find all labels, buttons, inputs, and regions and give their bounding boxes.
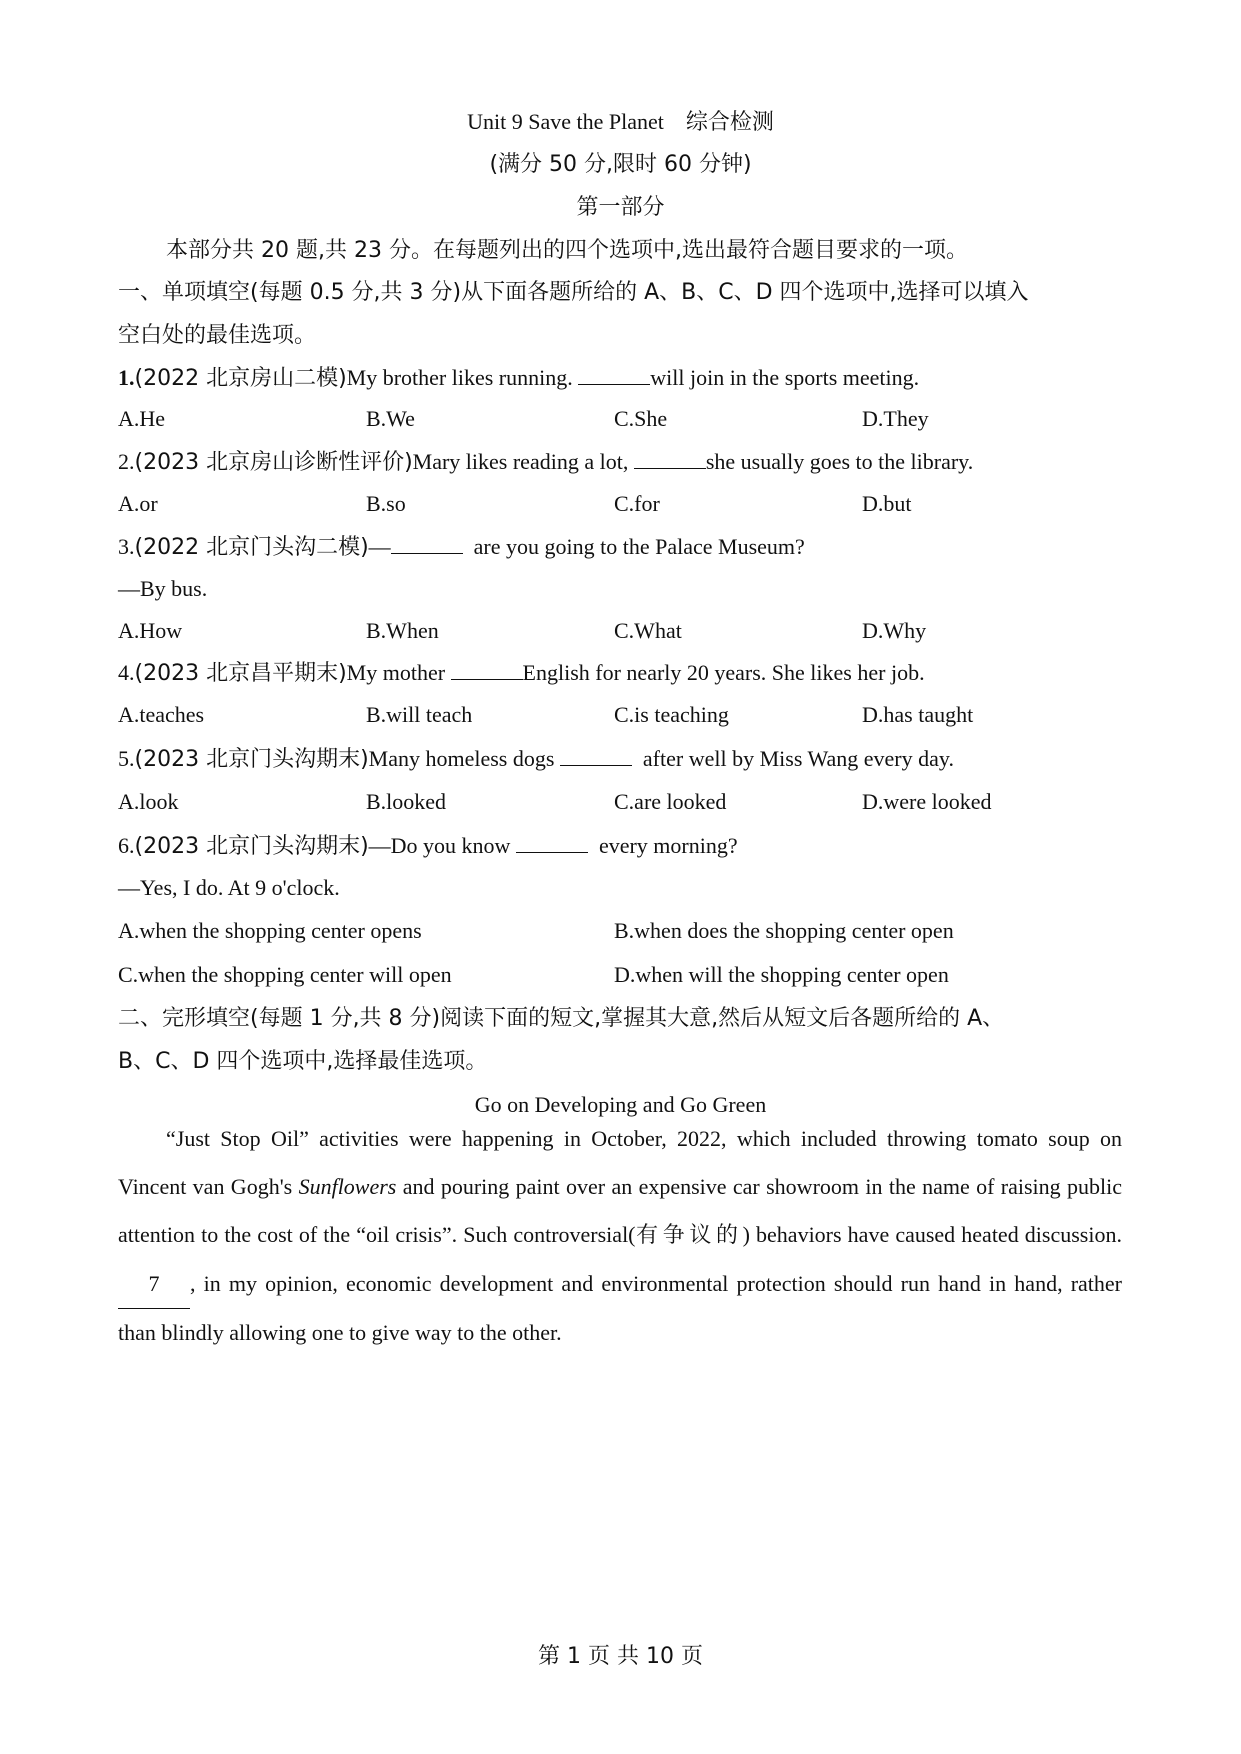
answer-blank[interactable] <box>516 832 588 853</box>
passage-paragraph <box>118 1115 1122 1357</box>
question-text-after: are you going to the Palace Museum? <box>462 534 805 559</box>
passage-text: , in my opinion, economic development and environmental protection should run hand in hand, rather than blindly allowing one to give way to the other. <box>118 1271 1122 1345</box>
option-d[interactable]: D.but <box>862 491 912 516</box>
option-a[interactable]: A.look <box>118 789 179 814</box>
answer-blank[interactable] <box>578 364 650 385</box>
section1-heading-line2: 空白处的最佳选项。 <box>118 323 317 348</box>
question-text-after: English for nearly 20 years. She likes her job. <box>522 660 925 685</box>
passage-italic-title: Sunflowers <box>298 1174 397 1199</box>
question-number: 1. <box>118 365 135 390</box>
question-2 <box>118 446 973 479</box>
question-reply: —Yes, I do. At 9 o'clock. <box>118 875 340 900</box>
passage-text: ) behaviors have caused heated discussion. <box>742 1222 1122 1247</box>
score-info: (满分 50 分,限时 60 分钟) <box>489 152 752 177</box>
option-b[interactable]: B.will teach <box>366 702 473 727</box>
question-source: (2023 北京房山诊断性评价) <box>134 450 413 475</box>
question-text-before: — <box>368 534 391 559</box>
option-c[interactable]: C.is teaching <box>614 702 729 727</box>
option-b[interactable]: B.when does the shopping center open <box>614 918 954 943</box>
question-1 <box>118 362 919 395</box>
question-text-before: Many homeless dogs <box>368 746 560 771</box>
option-c[interactable]: C.for <box>614 491 660 516</box>
question-number: 4. <box>118 660 135 685</box>
page-title <box>0 106 1241 139</box>
question-text-before: My brother likes running. <box>346 365 579 390</box>
question-source: (2022 北京门头沟二模) <box>134 535 369 560</box>
question-3 <box>118 531 805 564</box>
answer-blank[interactable] <box>634 448 706 469</box>
answer-blank[interactable] <box>451 659 523 680</box>
option-a[interactable]: A.How <box>118 618 183 643</box>
title-en: Unit 9 Save the Planet <box>467 109 664 134</box>
option-d[interactable]: D.when will the shopping center open <box>614 962 949 987</box>
answer-blank[interactable] <box>560 745 632 766</box>
option-a[interactable]: A.He <box>118 406 166 431</box>
option-c[interactable]: C.are looked <box>614 789 727 814</box>
option-b[interactable]: B.so <box>366 491 406 516</box>
question-number: 3. <box>118 534 135 559</box>
question-text-before: My mother <box>346 660 451 685</box>
question-source: (2022 北京房山二模) <box>134 366 347 391</box>
option-d[interactable]: D.Why <box>862 618 927 643</box>
option-c[interactable]: C.She <box>614 406 668 431</box>
page-footer: 第 1 页 共 10 页 <box>538 1644 703 1669</box>
question-number: 2. <box>118 449 135 474</box>
option-c[interactable]: C.when the shopping center will open <box>118 962 452 987</box>
section1-heading-line1: 一、单项填空(每题 0.5 分,共 3 分)从下面各题所给的 A、B、C、D 四个选项中,选择可以填入 <box>118 280 1029 305</box>
passage-text: “Just Stop Oil” activities were happening in October, 2022, which included throwing tomato soup on Vincent van Gogh's <box>118 1126 1122 1199</box>
question-6 <box>118 830 738 863</box>
question-source: (2023 北京门头沟期末) <box>134 747 369 772</box>
part-heading: 第一部分 <box>576 195 665 220</box>
title-cn: 综合检测 <box>685 110 774 135</box>
question-text-before: Mary likes reading a lot, <box>412 449 634 474</box>
question-text-after: every morning? <box>587 833 738 858</box>
question-5 <box>118 743 954 776</box>
option-d[interactable]: D.were looked <box>862 789 992 814</box>
option-b[interactable]: B.looked <box>366 789 447 814</box>
question-reply: —By bus. <box>118 576 208 601</box>
passage-cn-gloss: 有争议的 <box>635 1223 743 1248</box>
question-text-before: —Do you know <box>368 833 516 858</box>
option-d[interactable]: D.has taught <box>862 702 974 727</box>
question-source: (2023 北京门头沟期末) <box>134 834 369 859</box>
question-source: (2023 北京昌平期末) <box>134 661 347 686</box>
option-c[interactable]: C.What <box>614 618 682 643</box>
option-a[interactable]: A.or <box>118 491 158 516</box>
question-text-after: after well by Miss Wang every day. <box>631 746 954 771</box>
question-number: 6. <box>118 833 135 858</box>
section2-heading-line2: B、C、D 四个选项中,选择最佳选项。 <box>118 1049 488 1074</box>
option-b[interactable]: B.When <box>366 618 439 643</box>
question-text-after: will join in the sports meeting. <box>650 365 920 390</box>
question-text-after: she usually goes to the library. <box>705 449 974 474</box>
question-4 <box>118 657 925 690</box>
option-d[interactable]: D.They <box>862 406 929 431</box>
section2-heading-line1: 二、完形填空(每题 1 分,共 8 分)阅读下面的短文,掌握其大意,然后从短文后各题所给的 A、 <box>118 1006 1005 1031</box>
passage-title: Go on Developing and Go Green <box>474 1092 767 1117</box>
option-b[interactable]: B.We <box>366 406 415 431</box>
option-a[interactable]: A.teaches <box>118 702 205 727</box>
intro-text: 本部分共 20 题,共 23 分。在每题列出的四个选项中,选出最符合题目要求的一项。 <box>166 238 968 263</box>
passage-text: and pouring paint over an expensive car showroom in the name of raising public attention to the cost of the “oil crisis”. Such controversial( <box>118 1174 1122 1247</box>
answer-blank[interactable] <box>391 533 463 554</box>
option-a[interactable]: A.when the shopping center opens <box>118 918 422 943</box>
cloze-blank-7[interactable]: 7 <box>118 1260 190 1309</box>
question-number: 5. <box>118 746 135 771</box>
